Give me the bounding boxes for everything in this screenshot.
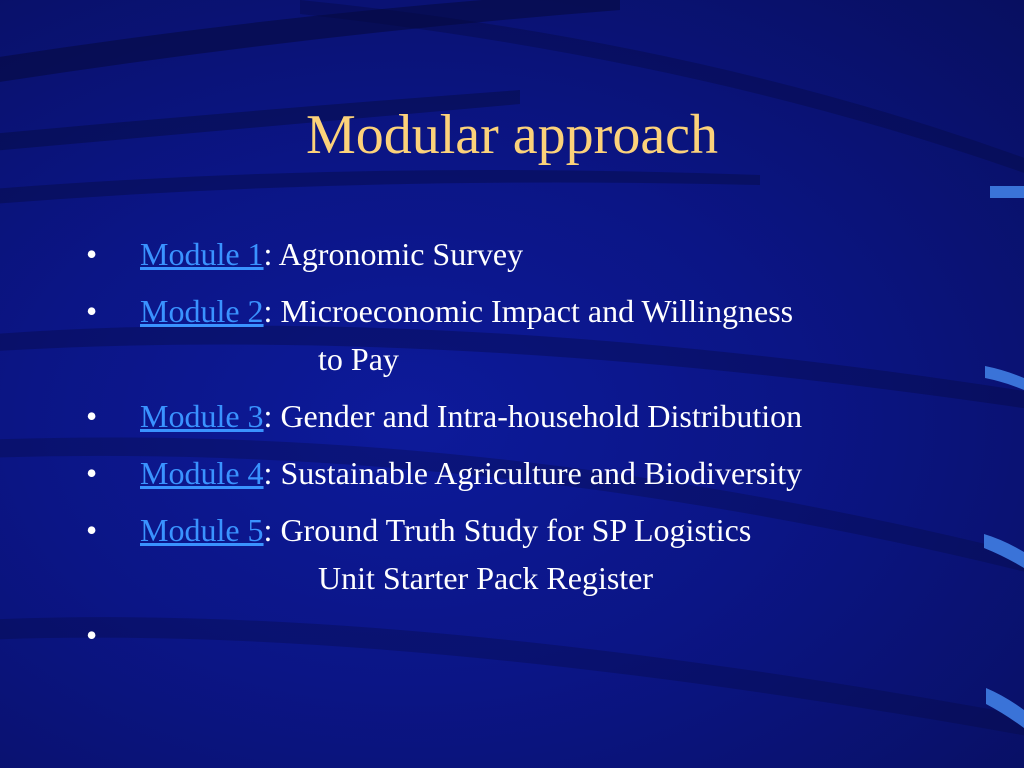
bullet-text: : Agronomic Survey [263,236,524,272]
bullet-text: : Ground Truth Study for SP Logistics [263,512,752,548]
bullet-item-module-2 [0,287,1000,383]
bullet-item-module-3 [0,392,1000,440]
bullet-icon: • [86,293,98,329]
module-5-link[interactable]: Module 5 [140,512,264,548]
bullet-icon: • [86,512,98,548]
bullet-icon: • [86,236,98,272]
bullet-item-module-4 [0,449,1000,497]
bullet-icon: • [86,617,98,653]
bullet-icon: • [86,398,98,434]
module-4-link[interactable]: Module 4 [140,455,264,491]
bullet-text: : Gender and Intra-household Distribution [263,398,803,434]
bullet-item-module-5 [0,506,1000,602]
bullet-text: : Microeconomic Impact and Willingness [263,293,794,329]
module-2-link[interactable]: Module 2 [140,293,264,329]
module-1-link[interactable]: Module 1 [140,236,264,272]
bullet-text-continuation: Unit Starter Pack Register [318,560,654,596]
bullet-item-empty [0,611,1000,659]
bullet-item-module-1 [0,230,1000,278]
slide-title: Modular approach [305,104,719,166]
bullet-list [0,230,1000,668]
bullet-text-continuation: to Pay [318,341,399,377]
bullet-text: : Sustainable Agriculture and Biodiversity [263,455,803,491]
bullet-icon: • [86,455,98,491]
module-3-link[interactable]: Module 3 [140,398,264,434]
